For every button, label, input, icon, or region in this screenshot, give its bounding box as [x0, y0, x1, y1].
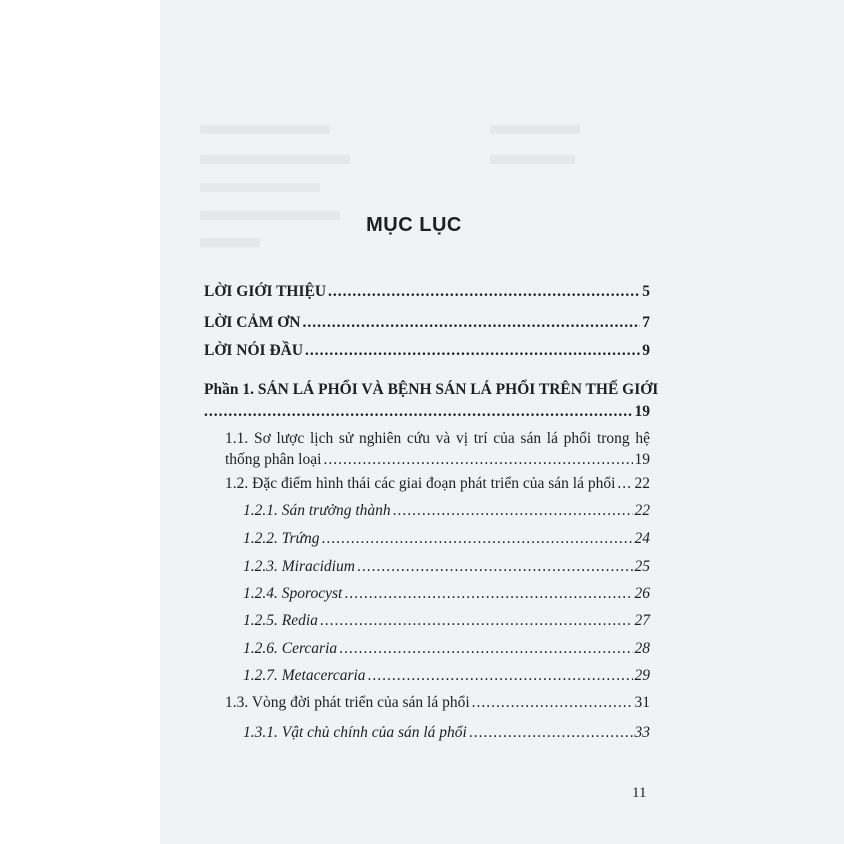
toc-entry-page: 22	[634, 502, 650, 519]
leader-dots	[368, 666, 633, 686]
toc-entry-page: 25	[634, 558, 650, 575]
leader-dots	[320, 611, 633, 631]
leader-dots	[344, 584, 632, 604]
toc-entry-loi-gioi-thieu	[204, 282, 650, 302]
toc-entry-page: 19	[634, 403, 650, 420]
leader-dots	[302, 313, 640, 333]
leader-dots	[472, 693, 633, 713]
toc-entry-page: 24	[634, 530, 650, 547]
toc-entry-label: 1.2.2. Trứng	[243, 530, 320, 547]
bleed-through-mark	[200, 238, 260, 247]
toc-subsection-1-3-1	[243, 723, 650, 743]
leader-dots	[323, 450, 632, 470]
leader-dots	[339, 639, 632, 659]
toc-entry-label: 1.2.6. Cercaria	[243, 640, 338, 657]
leader-dots	[617, 474, 632, 494]
bleed-through-mark	[490, 125, 580, 134]
toc-entry-page: 19	[634, 451, 650, 468]
toc-entry-label: 1.2. Đặc điểm hình thái các giai đoạn phát triển của sán lá phổi	[225, 475, 616, 492]
toc-entry-page: 27	[634, 612, 650, 629]
leader-dots	[204, 402, 633, 422]
toc-entry-label: 1.2.5. Redia	[243, 612, 318, 629]
toc-entry-page: 5	[642, 283, 650, 300]
toc-entry-page: 9	[642, 342, 650, 359]
toc-entry-label: LỜI GIỚI THIỆU	[204, 283, 327, 300]
leader-dots	[305, 341, 640, 361]
toc-entry-label: LỜI CẢM ƠN	[204, 314, 301, 331]
toc-subsection-1-2-1	[243, 501, 650, 521]
toc-section-1-2	[225, 474, 650, 494]
toc-entry-label: LỜI NÓI ĐẦU	[204, 342, 304, 359]
toc-part-1-line1: Phần 1. SÁN LÁ PHỔI VÀ BỆNH SÁN LÁ PHỔI TRÊN THẾ GIỚI	[204, 381, 659, 398]
toc-entry-page: 7	[642, 314, 650, 331]
leader-dots	[322, 529, 633, 549]
toc-subsection-1-2-3	[243, 557, 650, 577]
toc-section-1-1-line1: 1.1. Sơ lược lịch sử nghiên cứu và vị trí của sán lá phổi trong hệ	[225, 430, 650, 447]
toc-subsection-1-2-5	[243, 611, 650, 631]
toc-subsection-1-2-7	[243, 666, 650, 686]
leader-dots	[393, 501, 633, 521]
toc-entry-page: 31	[634, 694, 650, 711]
toc-part-1	[204, 402, 650, 422]
toc-entry-label: 1.3.1. Vật chủ chính của sán lá phổi	[243, 724, 467, 741]
toc-entry-page: 26	[634, 585, 650, 602]
toc-entry-loi-noi-dau	[204, 341, 650, 361]
page-number: 11	[632, 785, 647, 801]
toc-title: MỤC LỤC	[366, 214, 462, 236]
toc-section-1-1	[225, 450, 650, 470]
toc-entry-label: 1.3. Vòng đời phát triển của sán lá phổi	[225, 694, 470, 711]
toc-entry-page: 28	[634, 640, 650, 657]
toc-subsection-1-2-4	[243, 584, 650, 604]
toc-entry-label: thống phân loại	[225, 451, 322, 468]
toc-entry-page: 29	[634, 667, 650, 684]
toc-section-1-3	[225, 693, 650, 713]
toc-entry-label: 1.2.1. Sán trưởng thành	[243, 502, 391, 519]
toc-entry-page: 33	[634, 724, 650, 741]
toc-entry-label: 1.2.3. Miracidium	[243, 558, 355, 575]
bleed-through-mark	[490, 155, 575, 164]
bleed-through-mark	[200, 183, 320, 192]
toc-entry-page: 22	[634, 475, 650, 492]
toc-entry-label: 1.2.4. Sporocyst	[243, 585, 343, 602]
toc-entry-label: 1.2.7. Metacercaria	[243, 667, 366, 684]
leader-dots	[357, 557, 633, 577]
book-page	[160, 0, 844, 844]
bleed-through-mark	[200, 155, 350, 164]
bleed-through-mark	[200, 125, 330, 134]
leader-dots	[328, 282, 640, 302]
toc-subsection-1-2-6	[243, 639, 650, 659]
toc-subsection-1-2-2	[243, 529, 650, 549]
leader-dots	[469, 723, 633, 743]
toc-entry-loi-cam-on	[204, 313, 650, 333]
